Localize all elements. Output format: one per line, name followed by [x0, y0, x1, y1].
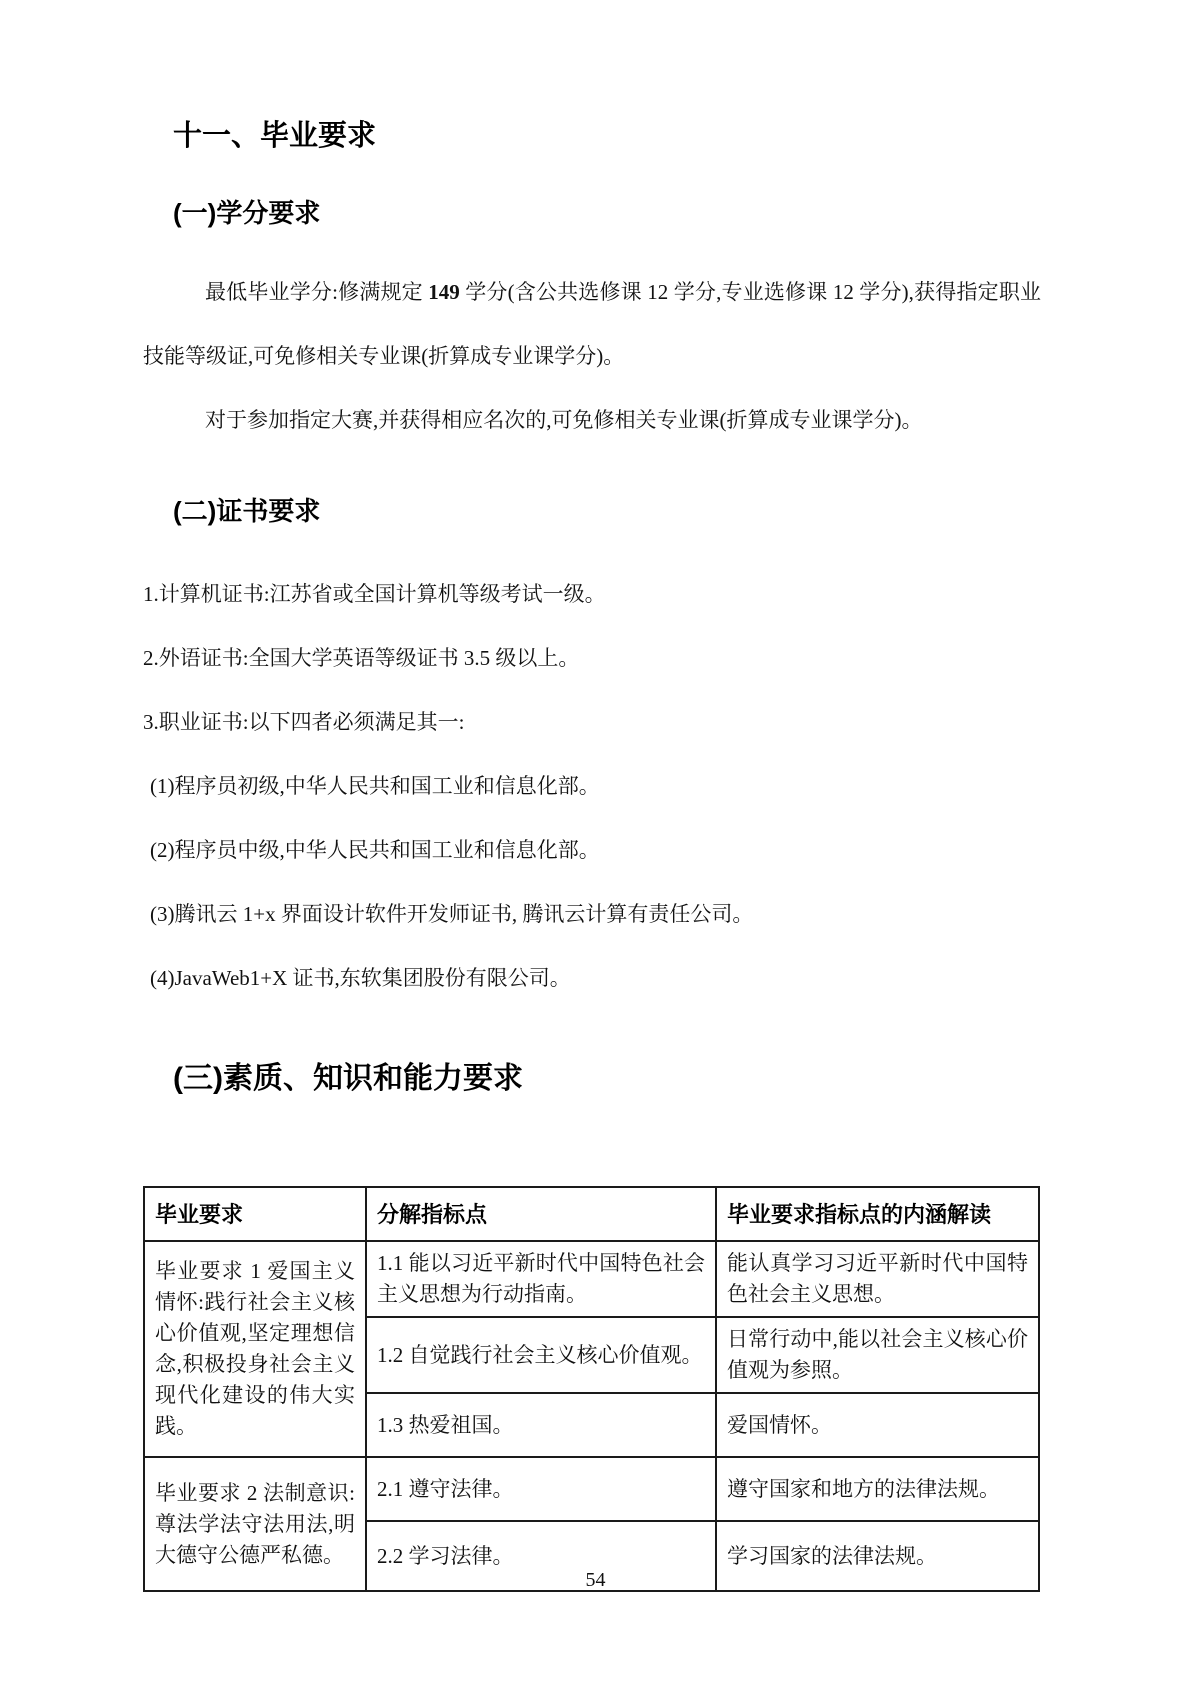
quality-requirements-heading: (三)素质、知识和能力要求	[173, 1062, 523, 1095]
certificate-list	[143, 562, 1041, 1010]
interpretation-2-2: 学习国家的法律法规。	[716, 1521, 1039, 1591]
table-row	[144, 1241, 1039, 1317]
indicator-1-1: 1.1 能以习近平新时代中国特色社会主义思想为行动指南。	[366, 1241, 716, 1317]
interpretation-1-3: 爱国情怀。	[716, 1393, 1039, 1457]
certificate-option-3: (3)腾讯云 1+x 界面设计软件开发师证书, 腾讯云计算有责任公司。	[150, 902, 754, 926]
credit-p1-text-before: 最低毕业学分:修满规定	[205, 280, 429, 304]
requirement-2-cell: 毕业要求 2 法制意识:尊法学法守法用法,明大德守公德严私德。	[144, 1457, 366, 1591]
indicator-2-1: 2.1 遵守法律。	[366, 1457, 716, 1521]
certificate-option-1: (1)程序员初级,中华人民共和国工业和信息化部。	[150, 774, 600, 798]
requirement-1-cell: 毕业要求 1 爱国主义情怀:践行社会主义核心价值观,坚定理想信念,积极投身社会主义现代化建设的伟大实践。	[144, 1241, 366, 1457]
credit-p1-text-after: 学分(含公共选修课 12 学分,专业选修课 12 学分),获得指定职业技能等级证,可免修相关专业课(折算成专业课学分)。	[143, 280, 1041, 368]
certificate-requirements-heading: (二)证书要求	[173, 496, 321, 526]
credit-paragraph-2: 对于参加指定大赛,并获得相应名次的,可免修相关专业课(折算成专业课学分)。	[205, 408, 923, 432]
certificate-item-language: 2.外语证书:全国大学英语等级证书 3.5 级以上。	[143, 646, 580, 670]
table-header-row	[144, 1187, 1039, 1241]
certificate-item-computer: 1.计算机证书:江苏省或全国计算机等级考试一级。	[143, 582, 606, 606]
interpretation-1-2: 日常行动中,能以社会主义核心价值观为参照。	[716, 1317, 1039, 1393]
credit-total-credits: 149	[428, 280, 460, 304]
credit-requirements-heading: (一)学分要求	[173, 198, 321, 228]
indicator-2-2: 2.2 学习法律。	[366, 1521, 716, 1591]
interpretation-2-1: 遵守国家和地方的法律法规。	[716, 1457, 1039, 1521]
header-interpretation: 毕业要求指标点的内涵解读	[716, 1187, 1039, 1241]
header-requirement: 毕业要求	[144, 1187, 366, 1241]
certificate-item-vocational: 3.职业证书:以下四者必须满足其一:	[143, 710, 465, 734]
table-row	[144, 1457, 1039, 1521]
indicator-1-3: 1.3 热爱祖国。	[366, 1393, 716, 1457]
indicator-1-2: 1.2 自觉践行社会主义核心价值观。	[366, 1317, 716, 1393]
section-title: 十一、毕业要求	[173, 120, 377, 152]
interpretation-1-1: 能认真学习习近平新时代中国特色社会主义思想。	[716, 1241, 1039, 1317]
page-number: 54	[585, 1569, 606, 1591]
header-indicator: 分解指标点	[366, 1187, 716, 1241]
certificate-option-4: (4)JavaWeb1+X 证书,东软集团股份有限公司。	[150, 966, 571, 990]
certificate-option-2: (2)程序员中级,中华人民共和国工业和信息化部。	[150, 838, 600, 862]
requirements-table	[143, 1186, 1040, 1592]
credit-paragraph-1	[143, 260, 1041, 388]
